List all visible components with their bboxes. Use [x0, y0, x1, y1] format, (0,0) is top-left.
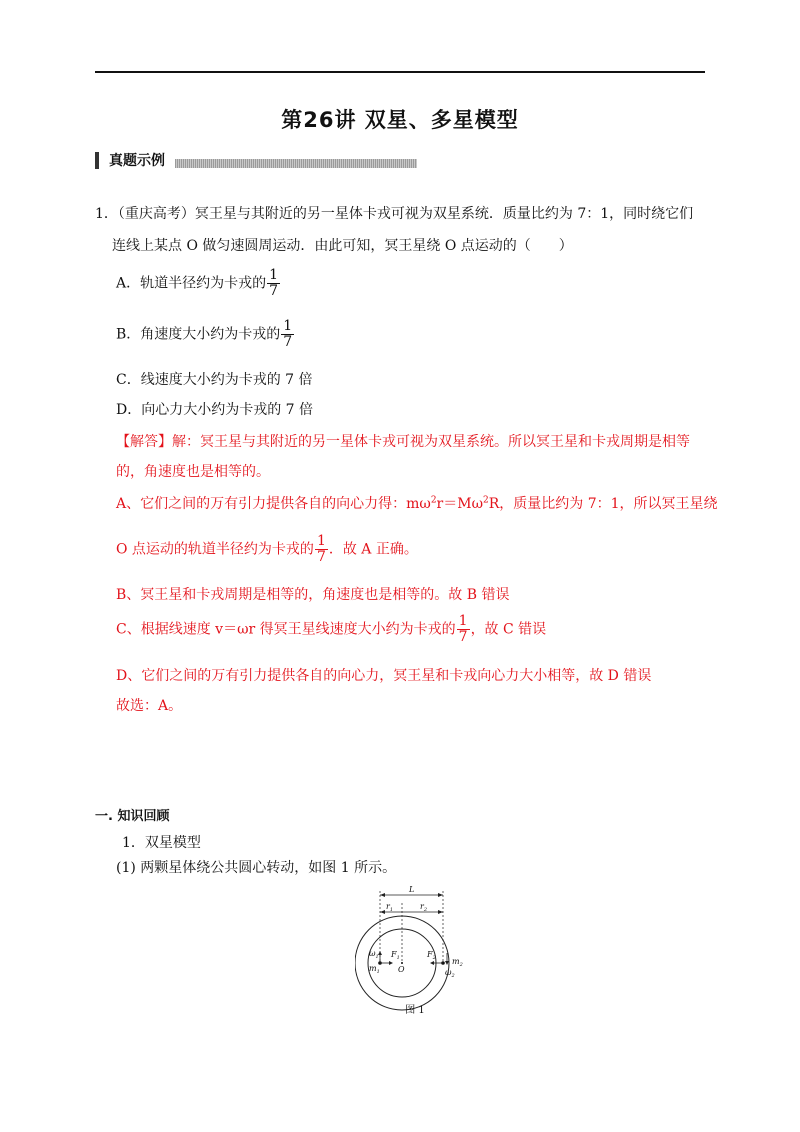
fraction-one-seventh: [281, 319, 294, 350]
answer-line7: D、它们之间的万有引力提供各自的向心力，冥王星和卡戎向心力大小相等，故 D 错误: [116, 668, 652, 684]
knowledge-heading: 一. 知识回顾: [95, 809, 170, 824]
label-F2: $F_2$: [427, 950, 436, 961]
arrowhead: [389, 961, 393, 965]
answer-line8: 故选：A。: [116, 698, 183, 714]
option-c: C．线速度大小约为卡戎的 7 倍: [116, 372, 313, 388]
frac-denominator: 7: [283, 334, 293, 350]
label-omega2: $\omega_2$: [445, 968, 455, 979]
section-stripe: [175, 159, 417, 168]
option-d: D．向心力大小约为卡戎的 7 倍: [116, 402, 314, 418]
option-a-text: A．轨道半径约为卡戎的: [116, 275, 267, 292]
option-b-text: B．角速度大小约为卡戎的: [116, 326, 281, 343]
answer-line3-part-c: R，质量比约为 7：1，所以冥王星绕: [488, 496, 718, 512]
answer-line6: [116, 614, 546, 645]
answer-line6-part-a: C、根据线速度 v＝ωr 得冥王星线速度大小约为卡戎的: [116, 621, 456, 638]
answer-line3-part-b: r＝Mω: [436, 496, 483, 512]
answer-line4-part-b: ．故 A 正确。: [328, 541, 418, 558]
knowledge-sub1: 1．双星模型: [122, 835, 201, 851]
answer-line1: [116, 431, 690, 451]
option-a: [116, 268, 281, 299]
frac-numerator: 1: [458, 613, 468, 629]
frac-denominator: 7: [458, 629, 468, 645]
superscript: 2: [483, 495, 489, 506]
section-marker: [95, 152, 99, 169]
label-O: O: [398, 965, 405, 974]
arrowhead: [430, 961, 434, 965]
arrowhead: [445, 961, 449, 965]
frac-numerator: 1: [316, 533, 326, 549]
label-r1: $r_1$: [386, 902, 394, 913]
answer-line5: B、冥王星和卡戎周期是相等的，角速度也是相等的。故 B 错误: [116, 587, 510, 603]
answer-line1-text: 解：冥王星与其附近的另一星体卡戎可视为双星系统。所以冥王星和卡戎周期是相等: [172, 434, 690, 450]
section-label: 真题示例: [109, 153, 165, 169]
label-r2: $r_2$: [420, 902, 428, 913]
option-b: [116, 319, 295, 350]
label-omega1: $\omega_1$: [369, 949, 379, 960]
frac-denominator: 7: [316, 549, 326, 565]
frac-numerator: 1: [283, 318, 293, 334]
answer-line3-part-a: A、它们之间的万有引力提供各自的向心力得：mω: [116, 496, 431, 512]
arrowhead: [380, 893, 385, 897]
arrowhead: [438, 893, 443, 897]
answer-line4: [116, 534, 418, 565]
frac-denominator: 7: [269, 283, 279, 299]
arrowhead: [438, 910, 443, 914]
arrowhead: [380, 910, 385, 914]
binary-star-figure: [355, 883, 475, 1018]
knowledge-sub2: (1) 两颗星体绕公共圆心转动，如图 1 所示。: [116, 860, 397, 876]
question-stem-line1: 1．（重庆高考）冥王星与其附近的另一星体卡戎可视为双星系统．质量比约为 7：1，同时绕它们: [95, 206, 694, 222]
section-header: [95, 150, 417, 170]
label-m2: $m_2$: [452, 957, 463, 968]
fraction-one-seventh: [315, 534, 328, 565]
header-rule: [95, 71, 705, 73]
page-title: 第26讲 双星、多星模型: [281, 108, 519, 132]
answer-line4-part-a: O 点运动的轨道半径约为卡戎的: [116, 541, 314, 558]
answer-line2: 的，角速度也是相等的。: [116, 464, 270, 480]
superscript: 2: [430, 495, 437, 506]
label-m1: $m_1$: [369, 964, 380, 975]
label-F1: $F_1$: [391, 950, 400, 961]
fraction-one-seventh: [457, 614, 470, 645]
answer-line3: [116, 493, 718, 513]
answer-tag: 【解答】: [116, 434, 172, 450]
label-L: L: [409, 885, 415, 894]
center-o: [401, 962, 403, 964]
fraction-one-seventh: [267, 268, 280, 299]
frac-numerator: 1: [269, 267, 279, 283]
figure-caption: 图 1: [405, 1005, 425, 1016]
answer-line6-part-b: ，故 C 错误: [470, 621, 547, 638]
question-stem-line2: 连线上某点 O 做匀速圆周运动．由此可知，冥王星绕 O 点运动的（ ）: [112, 238, 573, 254]
